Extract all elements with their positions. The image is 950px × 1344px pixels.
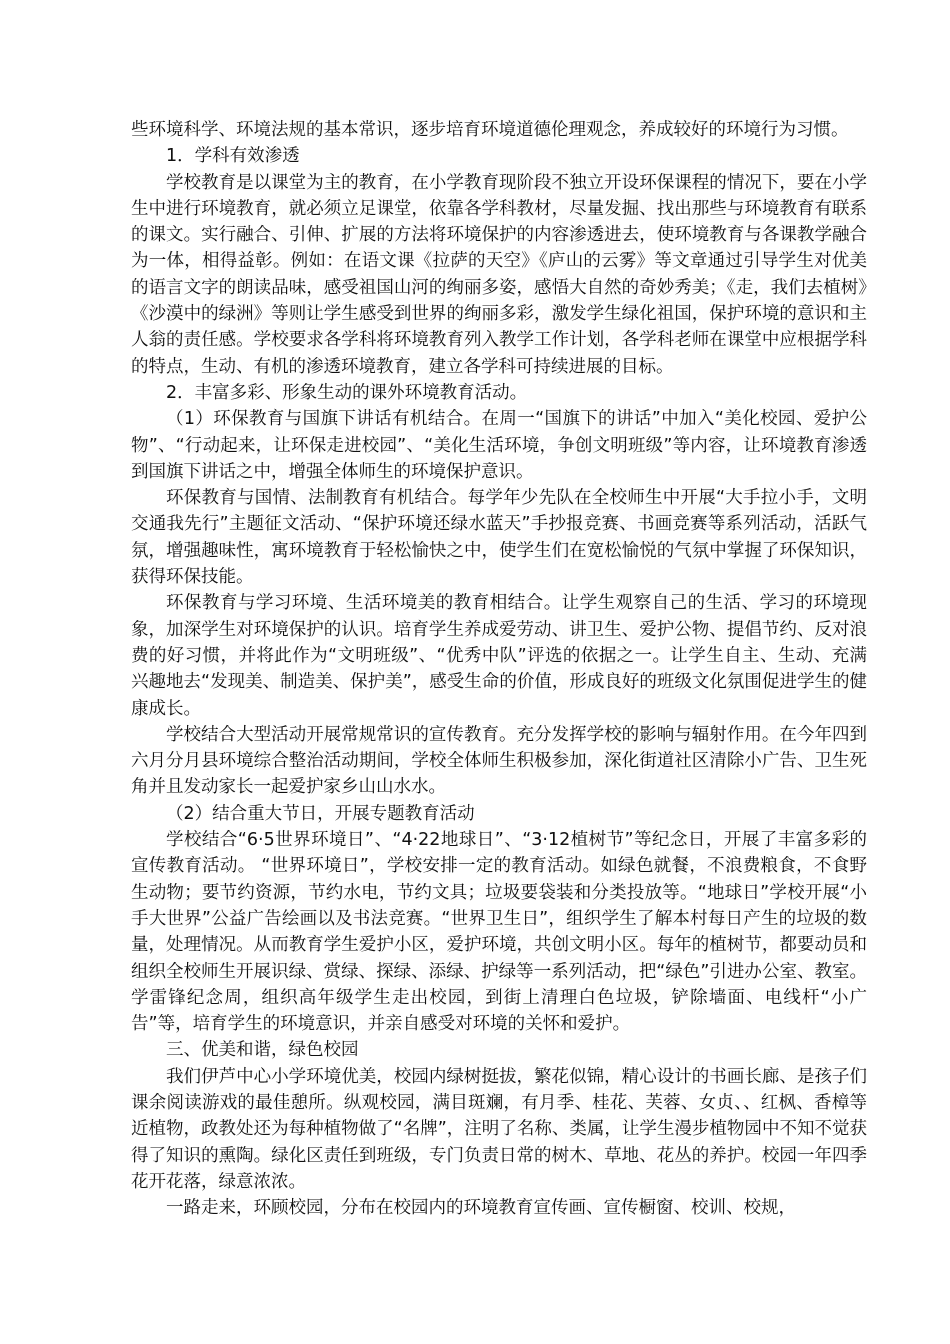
paragraph-living-environment: 环保教育与学习环境、生活环境美的教育相结合。让学生观察自己的生活、学习的环境现象，加深学生对环境保护的认识。培育学生养成爱劳动、讲卫生、爱护公物、提倡节约、反对浪费的好习惯，并将此作为“文明班级”、“优秀中队”评选的依据之一。让学生自主、生动、充满兴趣地去“发现美、制造美、保护美”，感受生命的价值，形成良好的班级文化氛围促进学生的健康成长。 — [131, 593, 867, 719]
paragraph-classroom-education: 学校教育是以课堂为主的教育，在小学教育现阶段不独立开设环保课程的情况下，要在小学生中进行环境教育，就必须立足课堂，依靠各学科教材，尽量发掘、找出那些与环境教育有联系的课文。实行融合、引伸、扩展的方法将环境保护的内容渗透进去，使环境教育与各课教学融合为一体，相得益彰。例如：在语文课《拉萨的天空》《庐山的云雾》等文章通过引导学生对优美的语言文字的朗读品味，感受祖国山河的绚丽多姿，感悟大自然的奇妙秀美；《走，我们去植树》《沙漠中的绿洲》等则让学生感受到世界的绚丽多彩，激发学生绿化祖国，保护环境的意识和主人翁的责任感。学校要求各学科将环境教育列入教学工作计划，各学科老师在课堂中应根据学科的特点，生动、有机的渗透环境教育，建立各学科可持续进展的目标。 — [131, 172, 867, 377]
paragraph-flag-speech: （1）环保教育与国旗下讲话有机结合。在周一“国旗下的讲话”中加入“美化校园、爱护公物”、“行动起来，让环保走进校园”、“美化生活环境，争创文明班级”等内容，让环境教育渗透到国旗下讲话之中，增强全体师生的环境保护意识。 — [131, 409, 867, 482]
section-heading-subject-infiltration: 1．学科有效渗透 — [166, 146, 300, 167]
paragraph-campus-environment: 我们伊芦中心小学环境优美，校园内绿树挺拔，繁花似锦，精心设计的书画长廊、是孩子们课余阅读游戏的最佳憩所。纵观校园，满目斑斓，有月季、桂花、芙蓉、女贞、、红枫、香樟等近植物，政教处还为每种植物做了“名牌”，注明了名称、类属，让学生漫步植物园中不知不觉获得了知识的熏陶。绿化区责任到班级，专门负责日常的树木、草地、花丛的养护。校园一年四季花开花落，绿意浓浓。 — [131, 1066, 867, 1192]
paragraph-commemorative-days: 学校结合“6·5世界环境日”、“4·22地球日”、“3·12植树节”等纪念日，开展了丰富多彩的宣传教育活动。 “世界环境日”，学校安排一定的教育活动。如绿色就餐，不浪费粮食，不食野生动物；要节约资源，节约水电，节约文具；垃圾要袋装和分类投放等。“地球日”学校开展“小手大世界”公益广告绘画以及书法竞赛。“世界卫生日”，组织学生了解本村每日产生的垃圾的数量，处理情况。从而教育学生爱护小区，爱护环境，共创文明小区。每年的植树节，都要动员和组织全校师生开展识绿、赏绿、探绿、添绿、护绿等一系列活动，把“绿色”引进办公室、教室。学雷锋纪念周，组织高年级学生走出校园，到街上清理白色垃圾，铲除墙面、电线杆“小广告”等，培育学生的环境意识，并亲自感受对环境的关怀和爱护。 — [131, 830, 867, 1035]
paragraph-continuation: 些环境科学、环境法规的基本常识，逐步培育环境道德伦理观念，养成较好的环境行为习惯。 — [131, 120, 849, 140]
paragraph-large-activities: 学校结合大型活动开展常规常识的宣传教育。充分发挥学校的影响与辐射作用。在今年四到六月分月县环境综合整治活动期间，学校全体师生积极参加，深化街道社区清除小广告、卫生死角并且发动家长一起爱护家乡山山水水。 — [131, 724, 867, 798]
paragraph-campus-walk: 一路走来，环顾校园，分布在校园内的环境教育宣传画、宣传橱窗、校训、校规， — [166, 1198, 796, 1219]
section-heading-green-campus: 三、优美和谐，绿色校园 — [166, 1040, 359, 1061]
document-page — [131, 117, 867, 1221]
section-heading-extracurricular: 2．丰富多彩、形象生动的课外环境教育活动。 — [166, 382, 528, 403]
section-heading-festivals: （2）结合重大节日，开展专题教育活动 — [166, 803, 475, 824]
paragraph-national-legal-education: 环保教育与国情、法制教育有机结合。每学年少先队在全校师生中开展“大手拉小手，文明交通我先行”主题征文活动、“保护环境还绿水蓝天”手抄报竞赛、书画竞赛等系列活动，活跃气氛，增强趣味性，寓环境教育于轻松愉快之中，使学生们在宽松愉悦的气氛中掌握了环保知识，获得环保技能。 — [131, 488, 867, 588]
